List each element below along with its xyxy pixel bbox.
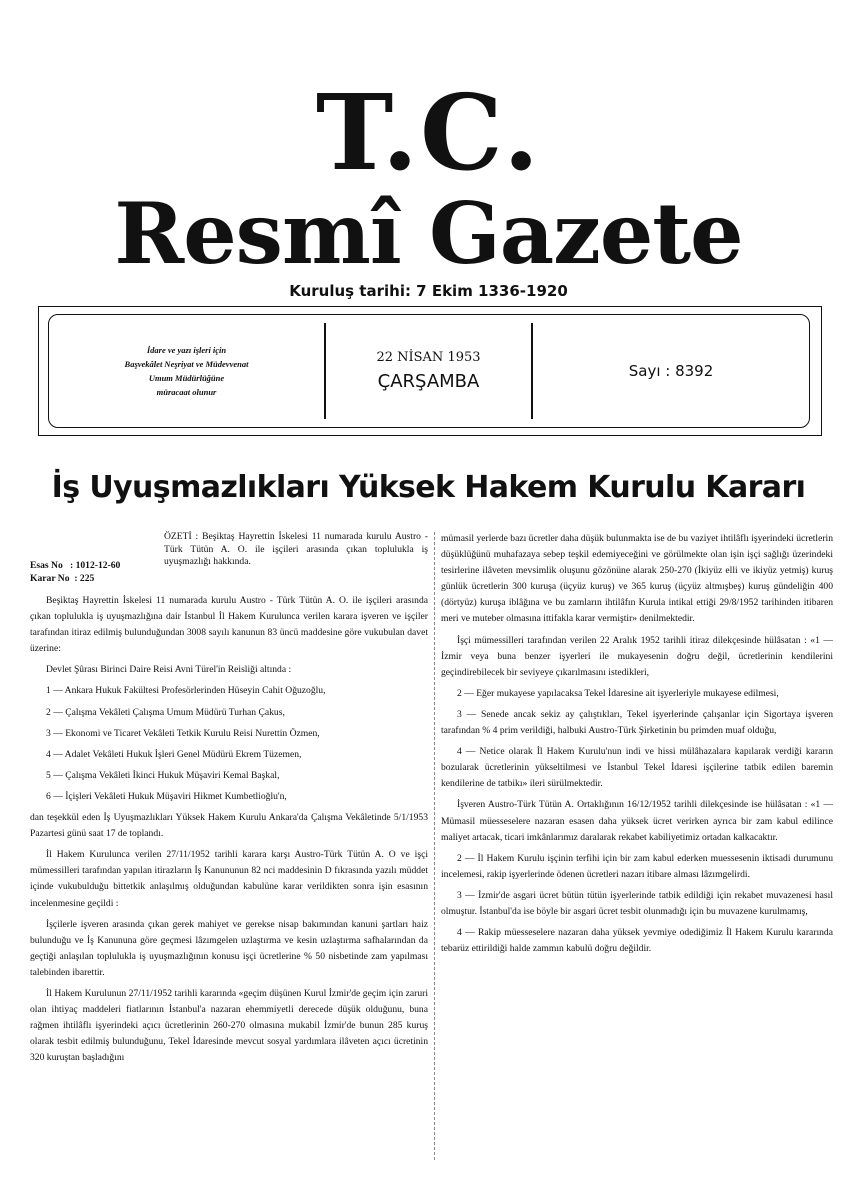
founded-date: Kuruluş tarihi: 7 Ekim 1336-1920 (289, 282, 568, 300)
admin-notice (49, 315, 324, 427)
admin-line: Başvekâlet Neşriyat ve Müdevvenat (124, 359, 249, 369)
admin-line: Umum Müdürlüğüne (148, 373, 225, 383)
paragraph: 4 — Adalet Vekâleti Hukuk İşleri Genel Müdürü Ekrem Tüzemen, (46, 748, 302, 760)
column-left (30, 531, 428, 1071)
masthead-inner (48, 314, 810, 428)
column-right (441, 531, 833, 962)
paragraph: 3 — İzmir'de asgari ücret bütün tütün işyerlerinde tatbik edildiği için rekabet muvazenesi hasıl olmuştur. İstanbul'da ise böyle bir asgari ücret tesbit olunmadığı için bu muvazene kurulmamış, (441, 889, 833, 917)
paragraph: 2 — İl Hakem Kurulu işçinin terfihi için bir zam kabul ederken muessesenin iktisadi durumunu incelemesi, rakip işyerlerinde ödenen ücretleri nazarı itibare alması lâzımgelirdi. (441, 852, 833, 880)
paragraph: 3 — Ekonomi ve Ticaret Vekâleti Tetkik Kurulu Reisi Nurettin Özmen, (46, 727, 320, 739)
paragraph: İl Hakem Kurulunca verilen 27/11/1952 tarihli karara karşı Austro-Türk Tütün A. O ve işçi mümessilleri tarafından yapılan itirazların İş Kanununun 82 nci maddesinin D fıkrasında yazılı müddet içinde vukubulduğu bittetkik anlaşılmış olduğundan kabulüne karar verildikten sonra işin esasının incelenmesine geçildi : (30, 849, 428, 909)
paragraph: 2 — Eğer mukayese yapılacaksa Tekel İdaresine ait işyerleriyle mukayese edilmesi, (457, 687, 779, 699)
headline: İş Uyuşmazlıkları Yüksek Hakem Kurulu Kararı (51, 470, 806, 505)
issue-weekday: ÇARŞAMBA (377, 371, 480, 392)
admin-line: İdare ve yazı işleri için (146, 345, 227, 355)
masthead-box (38, 306, 822, 438)
case-numbers (30, 531, 164, 585)
paragraph: mümasil yerlerde bazı ücretler daha düşük bulunmakta ise de bu vaziyet ihtilâflı işyerindeki ücretlerin düşüklüğünü muhafazaya sebep teşkil edemiyeceğini ve görülmekte olan işin işçi sağlığı üzerindeki tesirlerine ilâveten mevsimlik oluşunu gözönüne alarak 250-270 (İkiyüz elli ve ikiyüz yetmiş) kuruş günlük ücretlerin 300 kuruşa (üçyüz kuruş) ve 365 kuruş (üçyüz altmışbeş) kuruş gündeliğin 400 (dörtyüz) kuruşa iblâğına ve bu zamların ihtilâfın Kurula intikal ettiği 29/8/1952 tarihinden itibaren meri ve muteber olmasına ittifakla karar vermiştir» denilmektedir. (441, 533, 833, 625)
paragraph: dan teşekkül eden İş Uyuşmazlıkları Yüksek Hakem Kurulu Ankara'da Çalışma Vekâletinde 5/1/1953 Pazartesi günü saat 17 de toplandı. (30, 812, 428, 840)
admin-line: müracaat olunur (156, 387, 217, 397)
esas-no: Esas No : 1012-12-60 (30, 560, 121, 571)
issue-date: 22 NİSAN 1953 (376, 350, 481, 365)
paragraph: İl Hakem Kurulunun 27/11/1952 tarihli kararında «geçim düşünen Kurul İzmir'de geçim için zaruri olan ihtiyaç maddeleri fiatlarının İstanbul'a nazaran ehemmiyetli derecede düşük olduğunu, buna rağmen ihtilâflı işyerindeki açıcı ücretlerinin 260-270 olmasına mukabil İzmir'de bunun 285 kuruş olarak tesbit edilmiş bulunduğunu, Tekel İdaresinde mevcut sosyal yardımlara ilâveten açıcı ücretinin 320 kuruştan başladığını (30, 987, 428, 1064)
column-divider (434, 532, 435, 1160)
paragraph: 5 — Çalışma Vekâleti İkinci Hukuk Müşaviri Kemal Başkal, (46, 769, 280, 781)
karar-no: Karar No : 225 (30, 572, 95, 584)
date-block (326, 315, 531, 427)
paragraph: Devlet Şûrası Birinci Daire Reisi Avni Türel'in Reisliği altında : (46, 664, 292, 676)
paragraph: 4 — Netice olarak İl Hakem Kurulu'nun indi ve hissi mülâhazalara kapılarak verdiği kararın bozularak ücretlerinin yükseltilmesi ve İstanbul Tekel İdaresi işçilerine tatbik edilen baremin kendilerine de tatbikı» ileri sürülmektedir. (441, 746, 833, 790)
issue-number: Sayı : 8392 (628, 362, 714, 380)
title-tc: T.C. (315, 71, 542, 194)
summary-text: ÖZETİ : Beşiktaş Hayrettin İskelesi 11 numarada kurulu Austro - Türk Tütün A. O. ile işçileri arasında çıkan toplulukla iş uyuşmazlığı hakkında. (164, 531, 428, 567)
paragraph: İşçi mümessilleri tarafından verilen 22 Aralık 1952 tarihli itiraz dilekçesinde hülâsatan : «1 — İzmir veya buna benzer işyerleri ile mukayesenin doğru değil, ücretlerinin kendilerini geçindirebilecek bir seviyeye çıkarılmasını istedikleri, (441, 634, 833, 678)
title-resmi-gazete: Resmî Gazete (114, 184, 743, 283)
paragraph: Beşiktaş Hayrettin İskelesi 11 numarada kurulu Austro - Türk Tütün A. O. ile işçileri arasında çıkan toplulukla iş uyuşmazlığına dair İstanbul İl Hakem Kurulunca verilen karara işveren ve işçiler tarafından itiraz edilmiş bulunduğundan 3008 sayılı kanunun 83 üncü maddesine göre vukubulan davet üzerine: (30, 595, 428, 655)
paragraph: İşveren Austro-Türk Tütün A. Ortaklığının 16/12/1952 tarihli dilekçesinde ise hülâsatan : «1 — Mümasil müesseselere nazaran esasen daha yüksek ücret verirken ayrıca bir zam kabul edilince maliyet artacak, ticari imkânlarımız daralarak rekabet kabiliyetimiz ortadan kalkacaktır. (441, 799, 833, 843)
paragraph: 3 — Senede ancak sekiz ay çalıştıkları, Tekel işyerlerinde çalışanlar için Sigortaya işveren tarafından % 4 prim verildiği, halbuki Austro-Türk Şirketinin bu primden muaf olduğu, (441, 708, 833, 737)
paragraph: 2 — Çalışma Vekâleti Çalışma Umum Müdürü Turhan Çakus, (46, 706, 285, 718)
paragraph: 1 — Ankara Hukuk Fakültesi Profesörlerinden Hüseyin Cahit Oğuzoğlu, (46, 685, 326, 697)
paragraph: 6 — İçişleri Vekâleti Hukuk Müşaviri Hikmet Kumbetlioğlu'n, (46, 790, 287, 802)
case-summary (30, 531, 428, 585)
paragraph: İşçilerle işveren arasında çıkan gerek mahiyet ve gerekse nisap bakımından kanuni şartları haiz bulunduğu ve İş Kanununa göre geçmesi lâzımgelen uzlaştırma ve kesin uzlaştırma safhalarından da geçtiği anlaşılan toplulukla iş uyuşmazlığının konusu işçi ücretlerine % 50 nisbetinde zam yapılması talebinden ibarettir. (30, 918, 428, 978)
paragraph: 4 — Rakip müesseselere nazaran daha yüksek yevmiye odediğimiz İl Hakem Kurulu kararında tebarüz ettirildiği halde zammın kabulü doğru değildir. (441, 927, 833, 955)
